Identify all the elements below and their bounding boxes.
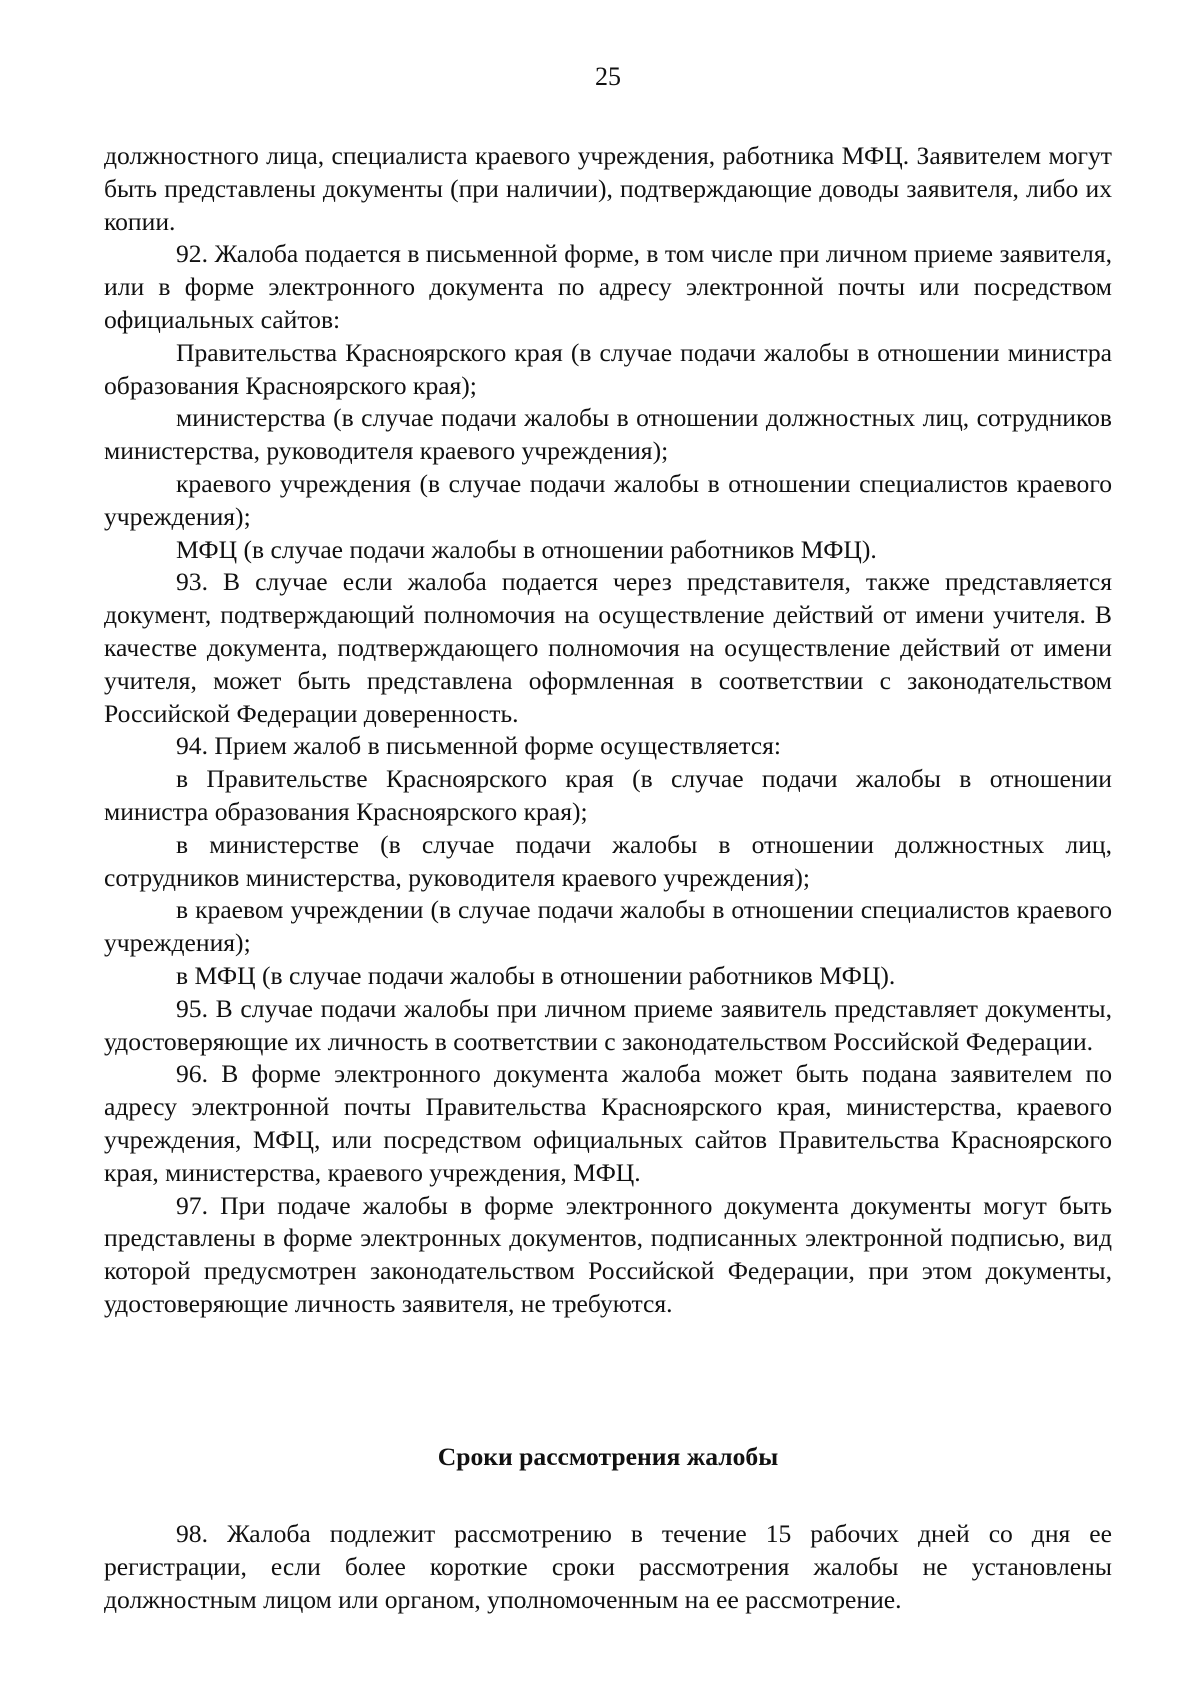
paragraph-96: 96. В форме электронного документа жалоба может быть подана заявителем по адресу электронной почты Правительства Красноярского края, министерства, краевого учреждения, МФЦ, или посредством официальных сайтов Правительства Красноярского края, министерства, краевого учреждения, МФЦ.: [104, 1059, 1112, 1187]
paragraph-94: 94. Прием жалоб в письменной форме осуществляется:: [176, 731, 781, 761]
paragraph-92: 92. Жалоба подается в письменной форме, в том числе при личном приеме заявителя, или в форме электронного документа по адресу электронной почты или посредством официальных сайтов:: [104, 239, 1112, 334]
paragraph-94-item-mfc: в МФЦ (в случае подачи жалобы в отношении работников МФЦ).: [176, 960, 896, 990]
section-heading: Сроки рассмотрения жалобы: [437, 1442, 779, 1471]
paragraph-94-item-ministry: в министерстве (в случае подачи жалобы в отношении должностных лиц, сотрудников министерства, руководителя краевого учреждения);: [104, 829, 1112, 892]
paragraph-98: 98. Жалоба подлежит рассмотрению в течение 15 рабочих дней со дня ее регистрации, если более короткие сроки рассмотрения жалобы не установлены должностным лицом или органом, уполномоченным на ее рассмотрение.: [104, 1519, 1112, 1614]
body-text: [104, 140, 1112, 1321]
paragraph-95: 95. В случае подачи жалобы при личном приеме заявитель представляет документы, удостоверяющие их личность в соответствии с законодательством Российской Федерации.: [104, 993, 1112, 1056]
paragraph-92-item-ministry: министерства (в случае подачи жалобы в отношении должностных лиц, сотрудников министерства, руководителя краевого учреждения);: [104, 403, 1112, 466]
paragraph-92-item-government: Правительства Красноярского края (в случае подачи жалобы в отношении министра образования Красноярского края);: [104, 337, 1112, 400]
page-number: 25: [595, 62, 621, 91]
paragraph-92-item-mfc: МФЦ (в случае подачи жалобы в отношении работников МФЦ).: [176, 534, 877, 564]
final-text: [104, 1518, 1112, 1616]
paragraph-97: 97. При подаче жалобы в форме электронного документа документы могут быть представлены в форме электронных документов, подписанных электронной подписью, вид которой предусмотрен законодательством Российской Федерации, при этом документы, удостоверяющие личность заявителя, не требуются.: [104, 1190, 1112, 1318]
paragraph-continuation: должностного лица, специалиста краевого учреждения, работника МФЦ. Заявителем могут быть представлены документы (при наличии), подтверждающие доводы заявителя, либо их копии.: [104, 141, 1112, 236]
paragraph-94-item-government: в Правительстве Красноярского края (в случае подачи жалобы в отношении министра образования Красноярского края);: [104, 764, 1112, 826]
paragraph-92-item-institution: краевого учреждения (в случае подачи жалобы в отношении специалистов краевого учреждения);: [104, 468, 1112, 531]
paragraph-94-item-institution: в краевом учреждении (в случае подачи жалобы в отношении специалистов краевого учреждения);: [104, 895, 1112, 958]
paragraph-93: 93. В случае если жалоба подается через представителя, также представляется документ, подтверждающий полномочия на осуществление действий от имени учителя. В качестве документа, подтверждающего полномочия на осуществление действий от имени учителя, может быть представлена оформленная в соответствии с законодательством Российской Федерации доверенность.: [104, 567, 1112, 728]
